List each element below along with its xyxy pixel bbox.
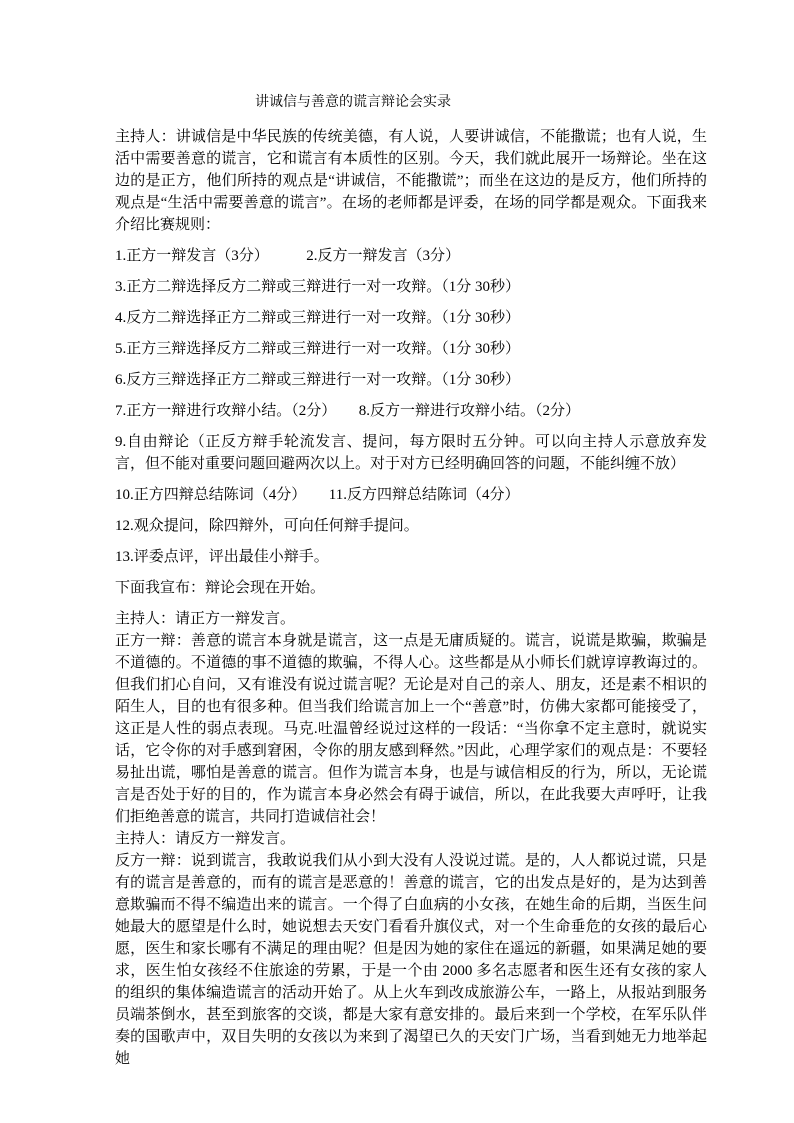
speech-text: 善意的谎言本身就是谎言，这一点是无庸质疑的。谎言，说谎是欺骗，欺骗是不道德的。不道德的事不道德的欺骗，不得人心。这些都是从小师长们就谆谆教诲过的。但我们扪心自问，又有谁没有说过谎言呢？无论是对自己的亲人、朋友，还是素不相识的陌生人，目的也有很多种。但当我们给谎言加上一个“善意”时，仿佛大家都可能接受了，这正是人性的弱点表现。马克.吐温曾经说过这样的一段话：“当你拿不定主意时，就说实话，它令你的对手感到窘困，令你的朋友感到释然。”因此，心理学家们的观点是：不要轻易扯出谎，哪怕是善意的谎言。但作为谎言本身，也是与诚信相反的行为，所以，无论谎言是否处于好的目的，作为谎言本身必然会有碍于诚信，所以，在此我要大声呼吁，让我们拒绝善意的谎言，共同打造诚信社会！ [115,633,707,825]
dialogue-host-line-1 [115,608,707,630]
rule-item-10-11: 10.正方四辩总结陈词（4分） 11.反方四辩总结陈词（4分） [115,487,520,503]
rule-item-4: 4.反方二辩选择正方二辩或三辩进行一对一攻辩。（1分 30秒） [115,310,521,326]
document-title: 讲诚信与善意的谎言辩论会实录 [255,95,451,110]
speech-text: 请正方一辩发言。 [175,611,296,627]
dialogue-pro-debater-speech [115,630,707,828]
speaker-colon: ： [175,853,191,869]
rule-item-6: 6.反方三辩选择正方二辩或三辩进行一对一攻辩。（1分 30秒） [115,372,521,388]
speech-text: 请反方一辩发言。 [175,831,296,847]
speech-text: 说到谎言，我敢说我们从小到大没有人没说过谎。是的，人人都说过谎，只是有的谎言是善意的，而有的谎言是恶意的！善意的谎言，它的出发点是好的，是为达到善意欺骗而不得不编造出来的谎言。一个得了白血病的小女孩，在她生命的后期，当医生问她最大的愿望是什么时，她说想去天安门看看升旗仪式，对一个生命垂危的女孩的最后心愿，医生和家长哪有不满足的理由呢？但是因为她的家住在遥远的新疆，如果满足她的要求，医生怕女孩经不住旅途的劳累，于是一个由 2000 多名志愿者和医生还有女孩的家人的组织的集体编造谎言的活动开始了。从上火车到改成旅游公车，一路上，从报站到服务员端茶倒水，甚至到旅客的交谈，都是大家有意安排的。最后来到一个学校，在军乐队伴奏的国歌声中，双目失明的女孩以为来到了渴望已久的天安门广场，当看到她无力地举起她 [115,853,707,1067]
rule-item-1-2: 1.正方一辩发言（3分） 2.反方一辩发言（3分） [115,248,461,264]
speaker-colon: ： [175,633,191,649]
speaker-name: 主持人 [115,611,161,627]
rule-item-7-8: 7.正方一辩进行攻辩小结。（2分） 8.反方一辩进行攻辩小结。（2分） [115,403,581,419]
speaker-name: 主持人 [115,831,161,847]
rule-item-9: 9.自由辩论（正反方辩手轮流发言、提问，每方限时五分钟。可以向主持人示意放弃发言，但不能对重要问题回避两次以上。对于对方已经明确回答的问题，不能纠缠不放） [115,434,707,472]
speaker-name: 反方一辩 [115,853,176,869]
rule-item-12: 12.观众提问，除四辩外，可向任何辩手提问。 [115,518,419,534]
intro-colon: ： [160,129,176,145]
announcement-line: 下面我宣布：辩论会现在开始。 [115,580,326,596]
speaker-name: 正方一辩 [115,633,176,649]
speaker-colon: ： [160,831,176,847]
dialogue-section [115,608,707,1070]
dialogue-host-line-2 [115,828,707,850]
rule-item-13: 13.评委点评，评出最佳小辩手。 [115,549,329,565]
speaker-colon: ： [160,611,176,627]
rule-item-5: 5.正方三辩选择反方二辩或三辩进行一对一攻辩。（1分 30秒） [115,341,521,357]
intro-speaker: 主持人 [115,129,161,145]
intro-paragraph [115,126,707,236]
intro-text: 讲诚信是中华民族的传统美德，有人说，人要讲诚信，不能撒谎；也有人说，生活中需要善意的谎言，它和谎言有本质性的区别。今天，我们就此展开一场辩论。坐在这边的是正方，他们所持的观点是“讲诚信，不能撒谎”；而坐在这边的是反方，他们所持的观点是“生活中需要善意的谎言”。在场的老师都是评委，在场的同学都是观众。下面我来介绍比赛规则： [115,129,707,233]
rule-item-3: 3.正方二辩选择反方二辩或三辩进行一对一攻辩。（1分 30秒） [115,279,521,295]
dialogue-con-debater-speech [115,850,707,1070]
